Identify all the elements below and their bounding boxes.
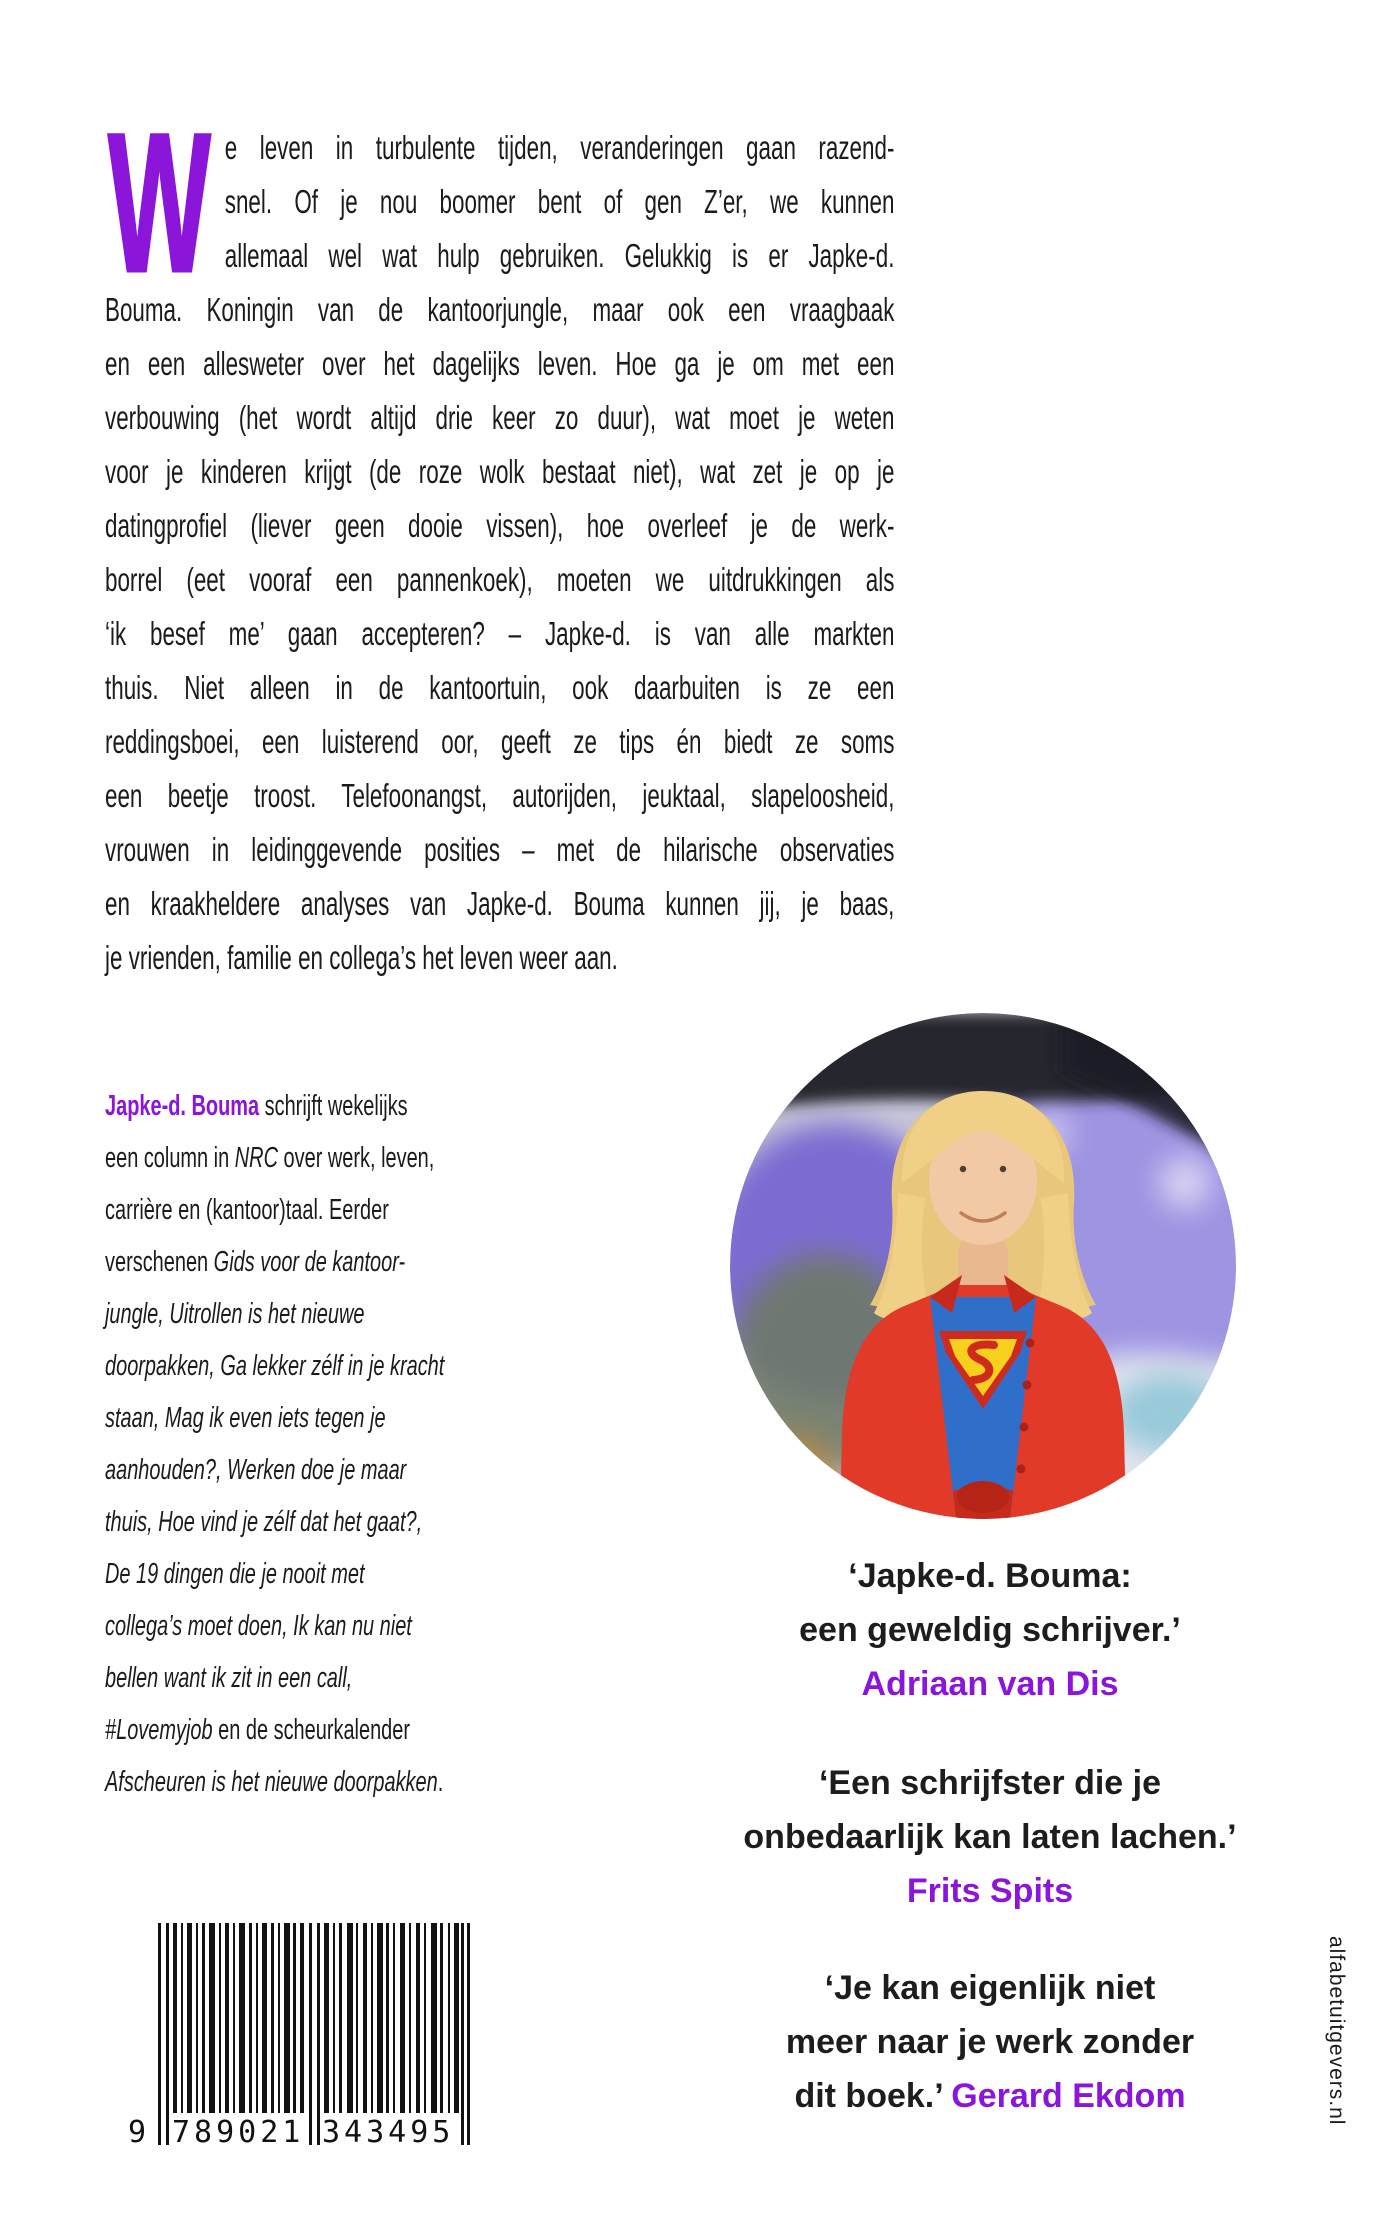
barcode-bar bbox=[363, 1923, 367, 2113]
quote-line: ‘Je kan eigenlijk niet bbox=[824, 1969, 1156, 2007]
barcode-bar bbox=[262, 1923, 267, 2113]
author-bio bbox=[105, 1080, 497, 1808]
blurb-line: e leven in turbulente tijden, veranderingen gaan razend- bbox=[224, 130, 895, 167]
barcode-bar bbox=[158, 1923, 161, 2145]
barcode-bar bbox=[371, 1923, 373, 2113]
barcode-bar bbox=[209, 1923, 215, 2113]
quote-line: ‘Japke-d. Bouma: bbox=[848, 1557, 1132, 1595]
dropcap-letter: W bbox=[108, 92, 211, 313]
bio-line bbox=[105, 1132, 497, 1184]
bio-segment: staan, Mag ik even iets tegen je bbox=[105, 1402, 386, 1434]
blurb-line: een beetje troost. Telefoonangst, autorijden, jeuktaal, slapeloosheid, bbox=[105, 778, 895, 815]
quote-line: een geweldig schrijver.’ bbox=[799, 1611, 1181, 1649]
bio-segment: verschenen bbox=[105, 1246, 214, 1278]
bio-line bbox=[105, 1756, 497, 1808]
barcode-bar bbox=[300, 1923, 304, 2113]
barcode-bar bbox=[386, 1923, 389, 2113]
barcode-bar bbox=[339, 1923, 342, 2113]
barcode-bar bbox=[467, 1923, 470, 2145]
blurb-line: reddingsboei, een luisterend oor, geeft ze tips én biedt ze soms bbox=[105, 724, 895, 761]
barcode-bar bbox=[424, 1923, 426, 2113]
barcode-bar bbox=[173, 1923, 177, 2113]
blurb-line: je vrienden, familie en collega’s het leven weer aan. bbox=[105, 940, 618, 977]
bio-line bbox=[105, 1548, 497, 1600]
barcode-bar bbox=[409, 1923, 411, 2113]
bio-line bbox=[105, 1340, 497, 1392]
bio-segment: collega’s moet doen, Ik kan nu niet bbox=[105, 1610, 412, 1642]
barcode-bar bbox=[293, 1923, 296, 2113]
barcode-bar bbox=[284, 1923, 290, 2113]
bio-segment: thuis, Hoe vind je zélf dat het gaat?, bbox=[105, 1506, 423, 1538]
bio-segment: aanhouden?, Werken doe je maar bbox=[105, 1454, 407, 1486]
barcode-bar bbox=[256, 1923, 258, 2113]
bio-segment: carrière en (kantoor)taal. Eerder bbox=[105, 1194, 389, 1226]
bio-line bbox=[105, 1496, 497, 1548]
photo-illustration bbox=[730, 1013, 1236, 1519]
quote-line: meer naar je werk zonder bbox=[785, 2023, 1195, 2061]
blurb-line: allemaal wel wat hulp gebruiken. Gelukkig is er Japke-d. bbox=[224, 238, 895, 275]
barcode-bar bbox=[166, 1923, 169, 2145]
quote bbox=[590, 1756, 1390, 1918]
barcode-bar bbox=[393, 1923, 395, 2113]
barcode-bar bbox=[454, 1923, 459, 2113]
barcode-bar bbox=[196, 1923, 198, 2113]
blurb-paragraph bbox=[105, 122, 894, 986]
barcode-bar bbox=[202, 1923, 205, 2113]
barcode-bar bbox=[416, 1923, 420, 2113]
bio-line bbox=[105, 1704, 497, 1756]
blurb-line: thuis. Niet alleen in de kantoortuin, ook daarbuiten is ze een bbox=[105, 670, 895, 707]
bio-line bbox=[105, 1184, 497, 1236]
bio-segment: #Lovemyjob bbox=[105, 1714, 213, 1746]
bio-segment: en de scheurkalender bbox=[212, 1714, 411, 1746]
barcode-bar bbox=[431, 1923, 437, 2113]
blurb-line: en een allesweter over het dagelijks leven. Hoe ga je om met een bbox=[105, 346, 895, 383]
barcode-bar bbox=[461, 1923, 464, 2145]
barcode-bar bbox=[333, 1923, 335, 2113]
quote bbox=[590, 1961, 1390, 2123]
bio-line bbox=[105, 1080, 497, 1132]
blurb-line: datingprofiel (liever geen dooie vissen), hoe overleef je de werk- bbox=[105, 508, 895, 545]
blurb-line: verbouwing (het wordt altijd drie keer zo duur), wat moet je weten bbox=[105, 400, 895, 437]
barcode-bar bbox=[317, 1923, 320, 2145]
blurb-line: vrouwen in leidinggevende posities – met de hilarische observaties bbox=[105, 832, 895, 869]
bio-segment: over werk, leven, bbox=[277, 1142, 435, 1174]
bio-segment: doorpakken, Ga lekker zélf in je kracht bbox=[105, 1350, 445, 1382]
bio-line bbox=[105, 1444, 497, 1496]
bio-segment: bellen want ik zit in een call, bbox=[105, 1662, 353, 1694]
quote-author: Frits Spits bbox=[906, 1872, 1074, 1910]
blurb-line: ‘ik besef me’ gaan accepteren? – Japke-d. is van alle markten bbox=[105, 616, 895, 653]
barcode-bar bbox=[377, 1923, 383, 2113]
barcode-bar bbox=[347, 1923, 353, 2113]
quote-author: Adriaan van Dis bbox=[861, 1665, 1119, 1703]
bio-line bbox=[105, 1288, 497, 1340]
quote bbox=[590, 1549, 1390, 1711]
bio-line bbox=[105, 1600, 497, 1652]
barcode-bar bbox=[271, 1923, 274, 2113]
barcode-bar bbox=[219, 1923, 221, 2113]
barcode-bar bbox=[448, 1923, 450, 2113]
bio-segment: Japke-d. Bouma bbox=[105, 1090, 260, 1122]
barcode-bar bbox=[324, 1923, 329, 2113]
bio-segment: . bbox=[437, 1766, 444, 1798]
quote-line: ‘Een schrijfster die je bbox=[818, 1764, 1162, 1802]
barcode-digit-group: 343495 bbox=[322, 2115, 455, 2150]
barcode-bar bbox=[225, 1923, 229, 2113]
barcode-bar bbox=[400, 1923, 405, 2113]
barcode-bar bbox=[249, 1923, 252, 2113]
bio-line bbox=[105, 1652, 497, 1704]
quote-author: Gerard Ekdom bbox=[951, 2077, 1186, 2115]
barcode-bar bbox=[440, 1923, 443, 2113]
barcode-digit-group: 789021 bbox=[172, 2115, 305, 2150]
bio-segment: jungle, Uitrollen is het nieuwe bbox=[105, 1298, 365, 1330]
barcode-bar bbox=[187, 1923, 192, 2113]
barcode-bar bbox=[233, 1923, 235, 2113]
barcode-bar bbox=[181, 1923, 183, 2113]
barcode-digit-group: 9 bbox=[128, 2115, 147, 2150]
bio-segment: De 19 dingen die je nooit met bbox=[105, 1558, 365, 1590]
bio-segment: Afscheuren is het nieuwe doorpakken bbox=[105, 1766, 438, 1798]
blurb-line: en kraakheldere analyses van Japke-d. Bouma kunnen jij, je baas, bbox=[105, 886, 895, 923]
blurb-line: borrel (eet vooraf een pannenkoek), moeten we uitdrukkingen als bbox=[105, 562, 895, 599]
barcode-bar bbox=[239, 1923, 245, 2113]
isbn-barcode bbox=[128, 1923, 470, 2153]
barcode-bar bbox=[278, 1923, 280, 2113]
barcode-bar bbox=[309, 1923, 312, 2145]
blurb-line: snel. Of je nou boomer bent of gen Z’er, we kunnen bbox=[224, 184, 895, 221]
quote-line: dit boek.’ Gerard Ekdom bbox=[794, 2077, 1186, 2115]
bio-segment: een column in bbox=[105, 1142, 235, 1174]
bio-segment: Gids voor de kantoor- bbox=[213, 1246, 406, 1278]
barcode-bar bbox=[356, 1923, 358, 2113]
blurb-line: voor je kinderen krijgt (de roze wolk bestaat niet), wat zet je op je bbox=[105, 454, 895, 491]
bio-line bbox=[105, 1236, 497, 1288]
bio-segment: NRC bbox=[234, 1142, 278, 1174]
bio-line bbox=[105, 1392, 497, 1444]
quote-line: onbedaarlijk kan laten lachen.’ bbox=[743, 1818, 1237, 1856]
bio-segment: schrijft wekelijks bbox=[259, 1090, 408, 1122]
author-photo bbox=[730, 1013, 1236, 1519]
blurb-line: Bouma. Koningin van de kantoorjungle, maar ook een vraagbaak bbox=[105, 292, 895, 329]
publisher-url-vertical: alfabetuitgevers.nl bbox=[1325, 1936, 1348, 2126]
